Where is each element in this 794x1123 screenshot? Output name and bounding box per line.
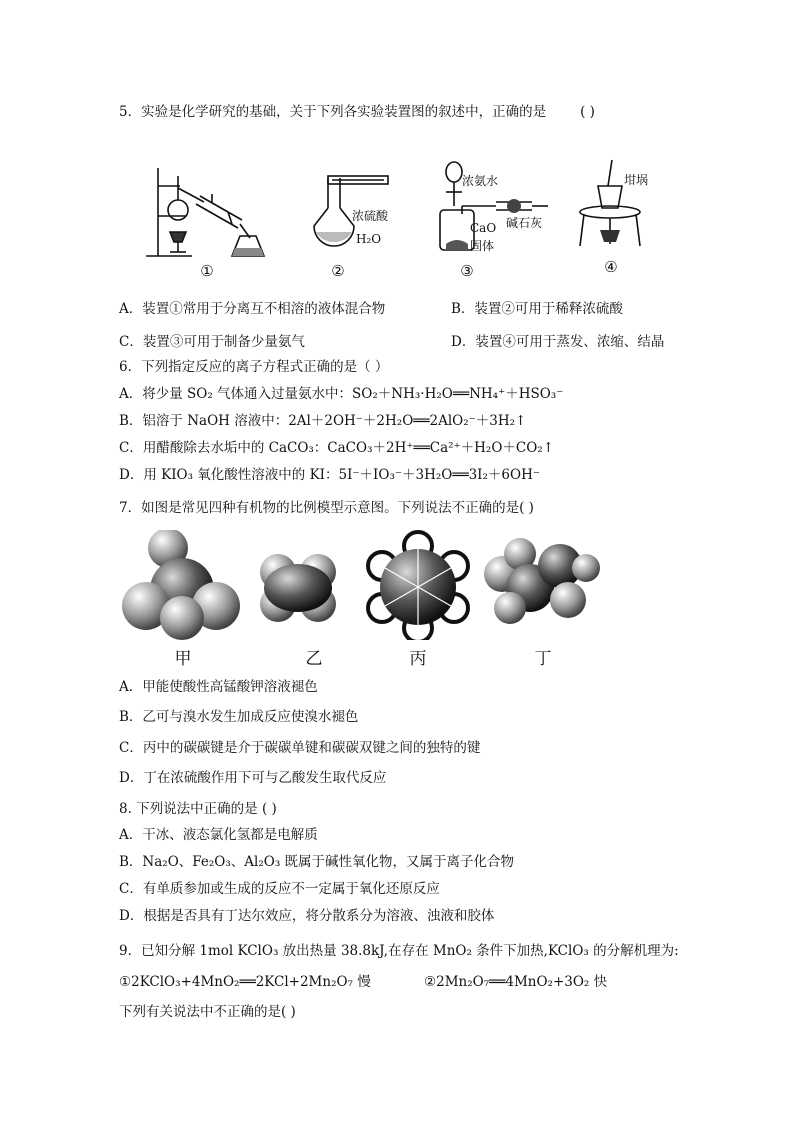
q6-option-d: D．用 KIO₃ 氧化酸性溶液中的 KI：5I⁻＋IO₃⁻＋3H₂O══3I₂＋6OH⁻ [119,467,540,483]
label-solid: 固体 [470,239,495,253]
fig-label-3: ③ [460,262,474,280]
label-crucible: 坩埚 [624,173,649,187]
q9-question: 下列有关说法中不正确的是( ) [119,1004,296,1020]
q5-option-b: B．装置②可用于稀释浓硫酸 [451,301,623,317]
q6-option-c: C．用醋酸除去水垢中的 CaCO₃：CaCO₃＋2H⁺══Ca²⁺＋H₂O＋CO₂↑ [119,440,555,456]
model-label-bing: 丙 [409,649,427,669]
q9-step-1: ①2KClO₃+4MnO₂══2KCl+2Mn₂O₇ 慢 [119,974,371,990]
label-conc-ammonia: 浓氨水 [462,174,499,188]
model-label-ding: 丁 [534,649,552,669]
methane-model [122,530,240,640]
model-label-yi: 乙 [305,649,323,669]
q7-option-d: D．丁在浓硫酸作用下可与乙酸发生取代反应 [119,770,387,786]
model-label-jia: 甲 [174,649,192,669]
label-cao: CaO [470,221,497,235]
q8-option-b: B．Na₂O、Fe₂O₃、Al₂O₃ 既属于碱性氧化物，又属于离子化合物 [119,854,515,870]
q6-stem: 6．下列指定反应的离子方程式正确的是（ ） [119,359,389,375]
q8-option-a: A．干冰、液态氯化氢都是电解质 [119,827,318,843]
q7-option-a: A．甲能使酸性高锰酸钾溶液褪色 [119,679,318,695]
label-soda-lime: 碱石灰 [506,216,543,230]
q9-step-2: ②2Mn₂O₇══4MnO₂+3O₂ 快 [424,974,608,990]
label-h2o: H₂O [356,232,382,246]
label-conc-sulfuric: 浓硫酸 [352,209,389,223]
q8-stem: 8. 下列说法中正确的是 ( ) [119,801,277,817]
benzene-model [368,532,468,640]
q5-option-c: C．装置③可用于制备少量氨气 [119,334,305,350]
q9-stem: 9．已知分解 1mol KClO₃ 放出热量 38.8kJ,在存在 MnO₂ 条件下加热,KClO₃ 的分解机理为: [119,943,679,959]
fig-label-1: ① [200,262,214,280]
q8-option-d: D．根据是否具有丁达尔效应，将分散系分为溶液、浊液和胶体 [119,908,495,924]
q5-option-d: D．装置④可用于蒸发、浓缩、结晶 [451,334,665,350]
q8-option-c: C．有单质参加或生成的反应不一定属于氧化还原反应 [119,881,440,897]
q6-option-a: A．将少量 SO₂ 气体通入过量氨水中：SO₂＋NH₃·H₂O══NH₄⁺＋HSO₃⁻ [119,386,564,402]
molecular-models-figure [120,530,600,640]
fig-label-2: ② [331,262,345,280]
q7-stem: 7．如图是常见四种有机物的比例模型示意图。下列说法不正确的是( ) [119,500,534,516]
ethylene-model [260,554,336,622]
q5-stem: 5．实验是化学研究的基础，关于下列各实验装置图的叙述中，正确的是 ( ) [119,104,595,120]
q7-option-c: C．丙中的碳碳键是介于碳碳单键和碳碳双键之间的独特的键 [119,740,481,756]
fig-label-4: ④ [604,258,618,276]
q7-option-b: B．乙可与溴水发生加成反应使溴水褪色 [119,709,359,725]
distillation-apparatus-figure [140,158,270,268]
ethanol-model [484,538,600,624]
q5-option-a: A．装置①常用于分离互不相溶的液体混合物 [119,301,386,317]
q6-option-b: B．铝溶于 NaOH 溶液中：2Al＋2OH⁻＋2H₂O══2AlO₂⁻＋3H₂↑ [119,413,527,429]
